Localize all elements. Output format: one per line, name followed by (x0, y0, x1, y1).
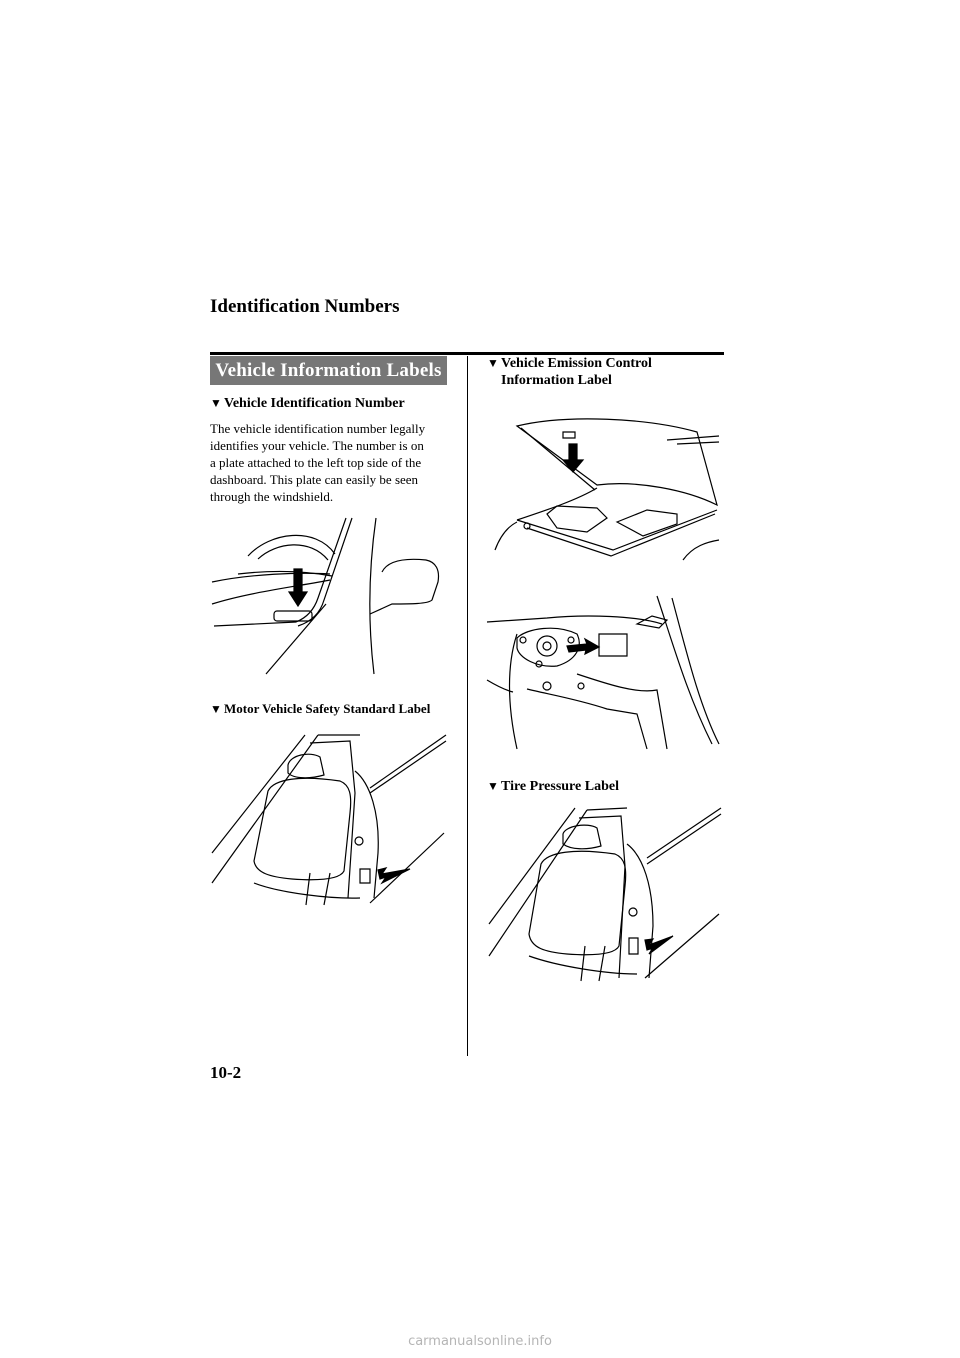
section-banner: Vehicle Information Labels (210, 356, 447, 385)
page-number: 10-2 (210, 1063, 242, 1082)
triangle-marker-icon: ▼ (487, 356, 499, 370)
page-header-title: Identification Numbers (210, 296, 400, 317)
tire-pressure-label-illustration (487, 806, 723, 981)
safety-label-heading: ▼ Motor Vehicle Safety Standard Label (210, 701, 431, 716)
triangle-marker-icon: ▼ (210, 396, 222, 410)
safety-label-illustration (210, 733, 450, 905)
watermark-text: carmanualsonline.info (408, 1334, 552, 1349)
triangle-marker-icon: ▼ (487, 779, 499, 793)
column-divider (467, 356, 468, 1056)
emission-label-heading: ▼ Vehicle Emission Control Information Label (487, 356, 652, 388)
tire-pressure-label-heading: ▼ Tire Pressure Label (487, 779, 619, 794)
hood-open-illustration (487, 410, 720, 570)
vin-description: The vehicle identification number legally identifies your vehicle. The number is on a plate attached to the left top side of the dashboard. This plate can easily be seen through the windshield. (210, 421, 426, 504)
triangle-marker-icon: ▼ (210, 702, 222, 716)
strut-tower-illustration (487, 594, 720, 749)
vin-plate-illustration (210, 514, 450, 674)
vin-heading: ▼ Vehicle Identification Number (210, 396, 405, 411)
